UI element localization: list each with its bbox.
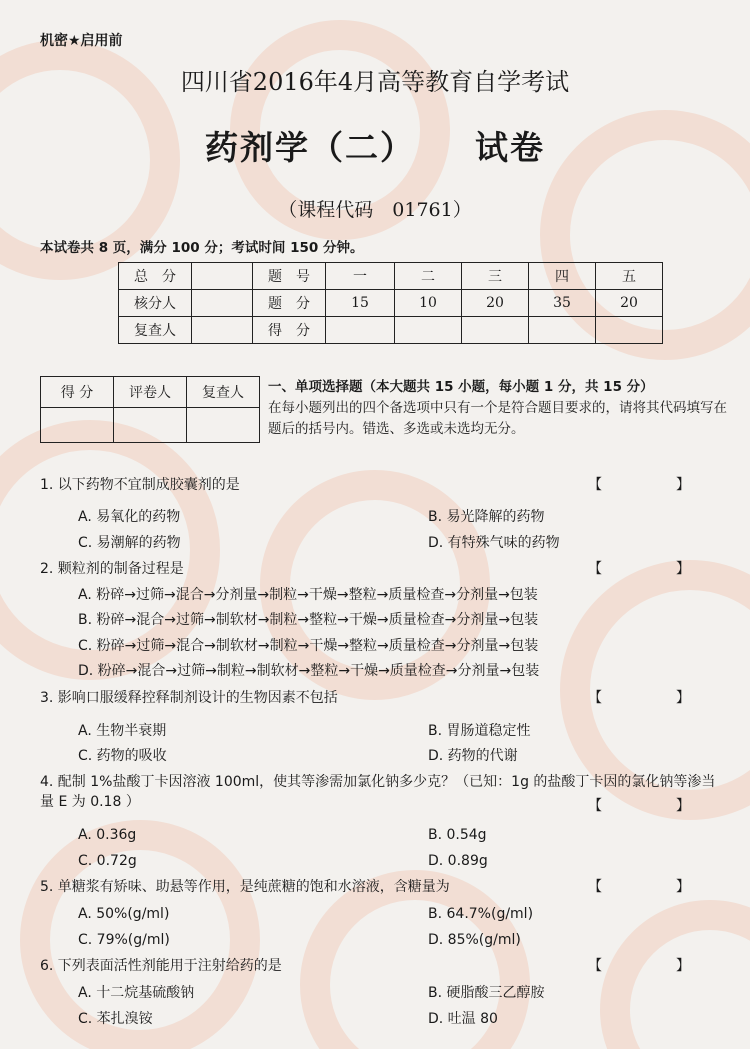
secret-label: 机密★启用前 <box>40 33 123 49</box>
answer-bracket: 【 】 <box>588 958 720 974</box>
answer-bracket: 【 】 <box>588 798 720 814</box>
grader-cell <box>114 408 187 443</box>
answer-bracket: 【 】 <box>588 879 720 895</box>
option: D. 吐温 80 <box>428 1011 498 1027</box>
score-cell: 得 分 <box>253 317 326 344</box>
option: D. 有特殊气味的药物 <box>428 535 560 551</box>
option: A. 50%(g/ml) <box>78 906 170 922</box>
option: A. 0.36g <box>78 827 137 843</box>
section-instruction: 在每小题列出的四个备选项中只有一个是符合题目要求的，请将其代码填写在题后的括号内。错选、多选或未选均无分。 <box>268 400 727 437</box>
option: D. 药物的代谢 <box>428 748 518 764</box>
option: A. 十二烷基硫酸钠 <box>78 985 195 1001</box>
score-cell <box>192 317 253 344</box>
score-cell <box>192 263 253 290</box>
course-code: （课程代码 01761） <box>278 199 472 221</box>
question-stem: 4. 配制 1%盐酸丁卡因溶液 100ml，使其等渗需加氯化钠多少克？（已知：1g 的盐酸丁卡因的氯化钠等渗当量 E 为 0.18 ） <box>40 774 716 810</box>
grader-row <box>41 408 260 443</box>
score-cell: 二 <box>395 263 462 290</box>
question-stem: 6. 下列表面活性剂能用于注射给药的是 【 】 <box>40 958 720 974</box>
option: C. 79%(g/ml) <box>78 932 170 948</box>
grader-cell: 复查人 <box>187 377 260 408</box>
score-cell: 一 <box>326 263 395 290</box>
option: C. 粉碎→过筛→混合→制软材→制粒→干燥→整粒→质量检查→分剂量→包装 <box>78 638 539 654</box>
score-cell <box>529 317 596 344</box>
grader-table <box>40 376 260 443</box>
option: C. 药物的吸收 <box>78 748 167 764</box>
paper-label: 试卷 <box>475 128 545 167</box>
score-row <box>119 290 663 317</box>
score-cell <box>596 317 663 344</box>
exam-title: 四川省2016年4月高等教育自学考试 <box>180 68 570 96</box>
option: B. 粉碎→混合→过筛→制软材→制粒→整粒→干燥→质量检查→分剂量→包装 <box>78 612 539 628</box>
score-cell: 35 <box>529 290 596 317</box>
score-row <box>119 263 663 290</box>
score-cell: 三 <box>462 263 529 290</box>
score-cell: 复查人 <box>119 317 192 344</box>
option: B. 胃肠道稳定性 <box>428 723 531 739</box>
score-cell: 核分人 <box>119 290 192 317</box>
option: C. 0.72g <box>78 853 137 869</box>
question-stem: 1. 以下药物不宜制成胶囊剂的是 【 】 <box>40 477 720 493</box>
grader-cell: 得 分 <box>41 377 114 408</box>
question-stem: 2. 颗粒剂的制备过程是 【 】 <box>40 561 720 577</box>
answer-bracket: 【 】 <box>588 690 720 706</box>
score-table <box>118 262 663 344</box>
score-cell <box>395 317 462 344</box>
score-cell: 20 <box>596 290 663 317</box>
answer-bracket: 【 】 <box>588 561 720 577</box>
grader-cell <box>187 408 260 443</box>
question-stem: 5. 单糖浆有矫味、助悬等作用，是纯蔗糖的饱和水溶液，含糖量为 【 】 <box>40 879 720 895</box>
score-cell: 15 <box>326 290 395 317</box>
grader-cell: 评卷人 <box>114 377 187 408</box>
option: D. 85%(g/ml) <box>428 932 521 948</box>
option: C. 易潮解的药物 <box>78 535 181 551</box>
option: B. 64.7%(g/ml) <box>428 906 534 922</box>
option: C. 苯扎溴铵 <box>78 1011 153 1027</box>
option: D. 粉碎→混合→过筛→制粒→制软材→整粒→干燥→质量检查→分剂量→包装 <box>78 663 540 679</box>
option: B. 硬脂酸三乙醇胺 <box>428 985 545 1001</box>
subject-name: 药剂学（二） <box>205 128 415 167</box>
score-cell <box>326 317 395 344</box>
option: B. 0.54g <box>428 827 487 843</box>
score-cell: 五 <box>596 263 663 290</box>
score-cell <box>462 317 529 344</box>
score-row <box>119 317 663 344</box>
question-stem: 3. 影响口服缓释控释制剂设计的生物因素不包括 【 】 <box>40 690 720 706</box>
section-heading: 一、单项选择题（本大题共 15 小题，每小题 1 分，共 15 分） <box>268 379 654 395</box>
score-cell <box>192 290 253 317</box>
option: A. 生物半衰期 <box>78 723 167 739</box>
score-cell: 10 <box>395 290 462 317</box>
paper-title <box>0 122 750 169</box>
option: D. 0.89g <box>428 853 488 869</box>
score-cell: 题 分 <box>253 290 326 317</box>
answer-bracket: 【 】 <box>588 477 720 493</box>
option: B. 易光降解的药物 <box>428 509 545 525</box>
score-cell: 四 <box>529 263 596 290</box>
section-header <box>268 377 738 440</box>
score-cell: 题 号 <box>253 263 326 290</box>
option: A. 易氧化的药物 <box>78 509 181 525</box>
grader-row <box>41 377 260 408</box>
grader-cell <box>41 408 114 443</box>
score-cell: 总 分 <box>119 263 192 290</box>
option: A. 粉碎→过筛→混合→分剂量→制粒→干燥→整粒→质量检查→分剂量→包装 <box>78 587 538 603</box>
score-cell: 20 <box>462 290 529 317</box>
exam-meta: 本试卷共 8 页，满分 100 分；考试时间 150 分钟。 <box>40 240 364 256</box>
